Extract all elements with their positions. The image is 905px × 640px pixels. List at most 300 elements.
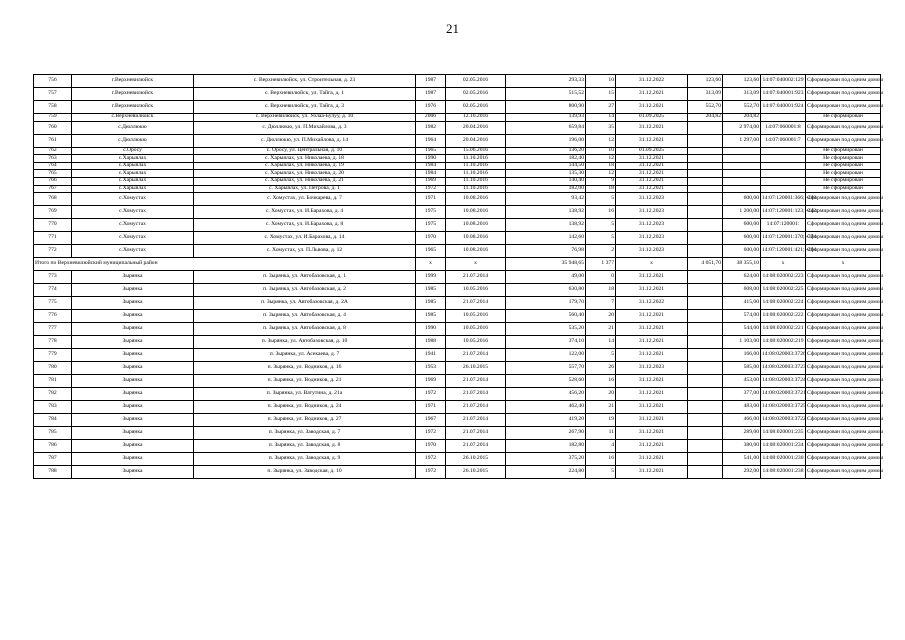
row-number-cell: 767 (34, 185, 72, 193)
cadastral-cell (761, 162, 806, 170)
cadastral-cell (761, 155, 806, 163)
table-row (34, 232, 881, 245)
locality-cell: Зырянка (72, 440, 194, 453)
area-cell: 293,33 (506, 75, 586, 88)
date-cell: 20.04.2016 (446, 121, 506, 134)
table-row (34, 88, 881, 101)
cadastral-cell: 14:08:020001:238 (761, 466, 806, 479)
status-cell: х (806, 258, 881, 271)
year-cell: 1972 (416, 453, 446, 466)
land-area-cell: 313,09 (688, 88, 723, 101)
land-area-total-cell: 289,00 (723, 427, 761, 440)
locality-cell: Зырянка (72, 466, 194, 479)
residents-cell: 12 (586, 155, 616, 163)
residents-cell: 0 (586, 271, 616, 284)
row-number-cell: 759 (34, 114, 72, 122)
table-row (34, 170, 881, 178)
area-cell: 122,00 (506, 349, 586, 362)
date-cell: 10.05.2016 (446, 323, 506, 336)
land-area-cell (688, 310, 723, 323)
status-cell: Сформирован под одним домом (806, 362, 881, 375)
cadastral-cell: 14:07:040002:129 (761, 75, 806, 88)
date-cell: 10.05.2016 (446, 336, 506, 349)
date-cell: 10.08.2016 (446, 219, 506, 232)
land-area-cell (688, 323, 723, 336)
deadline-cell: 31.12.2021 (616, 177, 688, 185)
address-cell: с. Харыялах, ул. Николаева, д. 20 (194, 170, 416, 178)
area-cell: 419,20 (506, 414, 586, 427)
address-cell: с. Харыялах, ул. Николаева, д. 19 (194, 162, 416, 170)
date-cell: 02.05.2016 (446, 101, 506, 114)
residents-cell: 9 (586, 177, 616, 185)
deadline-cell: 31.12.2021 (616, 336, 688, 349)
land-area-total-cell: 608,00 (723, 284, 761, 297)
residents-cell: 18 (586, 185, 616, 193)
residents-cell: 20 (586, 388, 616, 401)
cadastral-cell: 14:07:120001:123; -442; (761, 206, 806, 219)
status-cell: Не сформирован (806, 114, 881, 122)
land-area-cell (688, 177, 723, 185)
deadline-cell: 31.12.2021 (616, 440, 688, 453)
area-cell: 138,92 (506, 219, 586, 232)
year-cell: 1984 (416, 170, 446, 178)
cadastral-cell: 14:08:020003:3721 (761, 388, 806, 401)
address-cell: с. Хомустах, ул. П.Львова, д. 12 (194, 245, 416, 258)
land-area-cell: 123,60 (688, 75, 723, 88)
cadastral-cell: 14:07:120001:366; -410 (761, 193, 806, 206)
cadastral-cell: 14:08:020003:3723 (761, 362, 806, 375)
address-cell: с. Оросу, ул. Центральная, д. 10 (194, 147, 416, 155)
address-cell: с. Харыялах, ул. Петрова, д. 1 (194, 185, 416, 193)
residents-cell: 12 (586, 134, 616, 147)
year-cell: 1982 (416, 121, 446, 134)
date-cell: 10.05.2016 (446, 284, 506, 297)
table-row (34, 323, 881, 336)
table-row (34, 349, 881, 362)
residents-cell: 10 (586, 75, 616, 88)
area-cell: 179,70 (506, 297, 586, 310)
deadline-cell: 31.12.2021 (616, 401, 688, 414)
table-row (34, 297, 881, 310)
year-cell: 1972 (416, 466, 446, 479)
residents-cell: 5 (586, 232, 616, 245)
table-row (34, 362, 881, 375)
cadastral-cell: 14:08:020002:221 (761, 323, 806, 336)
deadline-cell: 31.12.2021 (616, 155, 688, 163)
land-area-total-cell (723, 147, 761, 155)
date-cell: 11.10.2016 (446, 177, 506, 185)
residents-cell: 21 (586, 323, 616, 336)
status-cell: Не сформирован (806, 155, 881, 163)
address-cell: п. Зырянка, ул. Заводская, д. 8 (194, 440, 416, 453)
row-number-cell: 760 (34, 121, 72, 134)
residents-cell: 11 (586, 427, 616, 440)
row-number-cell: 761 (34, 134, 72, 147)
land-area-cell (688, 245, 723, 258)
area-cell: 142,60 (506, 232, 586, 245)
row-number-cell: 771 (34, 232, 72, 245)
status-cell: Сформирован под одним домом (806, 88, 881, 101)
cadastral-cell: 14:08:020002:224 (761, 297, 806, 310)
residents-cell: 5 (586, 466, 616, 479)
locality-cell: с.Хомустах (72, 232, 194, 245)
locality-cell: Зырянка (72, 375, 194, 388)
deadline-cell: 01.09.2025 (616, 147, 688, 155)
date-cell: 15.06.2016 (446, 147, 506, 155)
table-row (34, 185, 881, 193)
deadline-cell: 31.12.2021 (616, 310, 688, 323)
locality-cell: Зырянка (72, 323, 194, 336)
table-row (34, 440, 881, 453)
cadastral-cell (761, 170, 806, 178)
land-area-total-cell: 600,00 (723, 219, 761, 232)
land-area-cell (688, 121, 723, 134)
address-cell: с. Дюллюкю, ул. П.Михайлова, д. 3 (194, 121, 416, 134)
address-cell: с. Верхневилюйск, ул. Уолаа-Булуу, д. 10 (194, 114, 416, 122)
year-cell: 1988 (416, 336, 446, 349)
year-cell: 1985 (416, 284, 446, 297)
status-cell: Сформирован под одним домом (806, 453, 881, 466)
row-number-cell: 784 (34, 414, 72, 427)
table-row (34, 336, 881, 349)
year-cell: 1975 (416, 219, 446, 232)
locality-cell: с.Хомустах (72, 206, 194, 219)
table-row (34, 101, 881, 114)
locality-cell: Зырянка (72, 388, 194, 401)
area-cell: 139,93 (506, 114, 586, 122)
cadastral-cell: 14:08:020003:3722 (761, 414, 806, 427)
deadline-cell: 31.12.2021 (616, 388, 688, 401)
address-cell: п. Зырянка, ул. Водников, д. 21 (194, 375, 416, 388)
area-cell: 93,42 (506, 193, 586, 206)
year-cell: 1965 (416, 147, 446, 155)
address-cell: п. Зырянка, ул. Асекаева, д. 7 (194, 349, 416, 362)
status-cell: Сформирован под одним домом (806, 75, 881, 88)
residents-cell: 2 (586, 245, 616, 258)
cadastral-cell: 14:08:020003:3724 (761, 375, 806, 388)
residents-cell: 5 (586, 349, 616, 362)
land-area-total-cell: 204,82 (723, 114, 761, 122)
area-cell: 462,40 (506, 401, 586, 414)
year-cell: 1965 (416, 245, 446, 258)
row-number-cell: 785 (34, 427, 72, 440)
land-area-total-cell: 585,00 (723, 362, 761, 375)
status-cell: Сформирован под одним домом (806, 101, 881, 114)
deadline-cell: 31.12.2023 (616, 206, 688, 219)
area-cell: 528,60 (506, 375, 586, 388)
status-cell: Сформирован под одним домом (806, 219, 881, 232)
year-cell: 1985 (416, 310, 446, 323)
residents-cell: 21 (586, 401, 616, 414)
residents-cell: 14 (586, 114, 616, 122)
deadline-cell: 31.12.2023 (616, 193, 688, 206)
locality-cell: с.Харыялах (72, 162, 194, 170)
locality-cell: г.Верхневилюйск (72, 75, 194, 88)
table-row (34, 147, 881, 155)
total-label-cell: Итого по Верхневилюйский муниципальный район (34, 258, 416, 271)
deadline-cell: 31.12.2022 (616, 297, 688, 310)
locality-cell: Зырянка (72, 349, 194, 362)
land-area-total-cell: 292,00 (723, 466, 761, 479)
area-cell: 374,10 (506, 336, 586, 349)
table-row (34, 121, 881, 134)
land-area-total-cell (723, 170, 761, 178)
locality-cell: с.Харыялах (72, 185, 194, 193)
table-row (34, 414, 881, 427)
area-cell: 375,20 (506, 453, 586, 466)
row-number-cell: 758 (34, 101, 72, 114)
deadline-cell: 31.12.2021 (616, 284, 688, 297)
status-cell: Не сформирован (806, 177, 881, 185)
land-area-total-cell: 313,09 (723, 88, 761, 101)
address-cell: с. Харыялах, ул. Николаева, д. 21 (194, 177, 416, 185)
deadline-cell: 31.12.2021 (616, 88, 688, 101)
status-cell: Сформирован под одним домом (806, 388, 881, 401)
cadastral-cell: 14:08:020002:225 (761, 284, 806, 297)
locality-cell: Зырянка (72, 453, 194, 466)
row-number-cell: 787 (34, 453, 72, 466)
deadline-cell: 31.12.2021 (616, 323, 688, 336)
land-area-cell (688, 440, 723, 453)
address-cell: п. Зырянка, ул. Заводская, д. 10 (194, 466, 416, 479)
row-number-cell: 783 (34, 401, 72, 414)
status-cell: Сформирован под одним домом (806, 310, 881, 323)
land-area-total-cell: 415,00 (723, 297, 761, 310)
cadastral-cell (761, 177, 806, 185)
area-cell: 140,40 (506, 177, 586, 185)
land-area-cell (688, 185, 723, 193)
year-cell: 1969 (416, 375, 446, 388)
area-cell: 630,80 (506, 284, 586, 297)
status-cell: Сформирован под одним домом (806, 336, 881, 349)
date-cell: 21.07.2014 (446, 388, 506, 401)
locality-cell: Зырянка (72, 414, 194, 427)
year-cell: 1987 (416, 75, 446, 88)
area-cell: 456,20 (506, 388, 586, 401)
address-cell: с. Хомустах, ул. И.Барахова, д. 8 (194, 219, 416, 232)
row-number-cell: 772 (34, 245, 72, 258)
row-number-cell: 782 (34, 388, 72, 401)
residents-cell: 16 (586, 206, 616, 219)
residents-cell: 27 (586, 101, 616, 114)
address-cell: п. Зырянка, ул. Заводская, д. 7 (194, 427, 416, 440)
date-cell: 21.07.2014 (446, 375, 506, 388)
status-cell: Сформирован под одним домом (806, 245, 881, 258)
year-cell: 1969 (416, 177, 446, 185)
date-cell: 11.10.2016 (446, 170, 506, 178)
cadastral-cell: 14:07:120001:370; -374 (761, 232, 806, 245)
land-area-cell (688, 414, 723, 427)
locality-cell: Зырянка (72, 401, 194, 414)
land-area-cell: 4 051,70 (688, 258, 723, 271)
cadastral-cell: 14:07:120001: (761, 219, 806, 232)
row-number-cell: 757 (34, 88, 72, 101)
locality-cell: Зырянка (72, 336, 194, 349)
table-body (34, 75, 884, 479)
locality-cell: с.Хомустах (72, 219, 194, 232)
address-cell: п. Зырянка, ул. Ватутина, д. 21а (194, 388, 416, 401)
status-cell: Не сформирован (806, 185, 881, 193)
row-number-cell: 762 (34, 147, 72, 155)
locality-cell: с.Хомустах (72, 245, 194, 258)
year-cell: 1970 (416, 232, 446, 245)
table-total-row (34, 258, 881, 271)
land-area-total-cell: 574,00 (723, 310, 761, 323)
row-number-cell: 770 (34, 219, 72, 232)
deadline-cell: 31.12.2021 (616, 427, 688, 440)
locality-cell: с.Харыялах (72, 155, 194, 163)
date-cell: 11.10.2016 (446, 185, 506, 193)
land-area-total-cell: 1 103,00 (723, 336, 761, 349)
land-area-total-cell: 552,70 (723, 101, 761, 114)
page-number: 21 (446, 21, 459, 36)
locality-cell: Зырянка (72, 362, 194, 375)
year-cell: 1972 (416, 427, 446, 440)
address-cell: п. Зырянка, ул. Автобазовская, д. 4 (194, 310, 416, 323)
address-cell: п. Зырянка, ул. Водников, д. 16 (194, 362, 416, 375)
date-cell: 02.05.2016 (446, 75, 506, 88)
year-cell: 1972 (416, 388, 446, 401)
residents-cell: 7 (586, 297, 616, 310)
locality-cell: с.Дюллюкю (72, 121, 194, 134)
locality-cell: с.Верхневилюйск (72, 114, 194, 122)
deadline-cell: 31.12.2021 (616, 453, 688, 466)
address-cell: с. Хомустах, ул. И.Барахова, д. 4 (194, 206, 416, 219)
residents-cell: 14 (586, 336, 616, 349)
locality-cell: с.Харыялах (72, 177, 194, 185)
deadline-cell: 31.12.2021 (616, 414, 688, 427)
date-cell: 10.05.2016 (446, 310, 506, 323)
land-area-cell (688, 388, 723, 401)
land-area-total-cell: 624,00 (723, 271, 761, 284)
table-row (34, 193, 881, 206)
date-cell: 21.07.2014 (446, 427, 506, 440)
status-cell: Не сформирован (806, 147, 881, 155)
row-number-cell: 765 (34, 170, 72, 178)
land-area-cell (688, 271, 723, 284)
year-cell: 1971 (416, 401, 446, 414)
area-cell: 196,00 (506, 134, 586, 147)
deadline-cell: 31.12.2021 (616, 162, 688, 170)
year-cell: 1975 (416, 206, 446, 219)
locality-cell: г.Верхневилюйск (72, 101, 194, 114)
area-cell: 515,52 (506, 88, 586, 101)
date-cell: 10.08.2016 (446, 245, 506, 258)
year-cell: 1967 (416, 414, 446, 427)
date-cell: 10.08.2016 (446, 193, 506, 206)
date-cell: 11.10.2016 (446, 162, 506, 170)
area-cell: 144,50 (506, 162, 586, 170)
land-area-total-cell: 600,00 (723, 245, 761, 258)
row-number-cell: 769 (34, 206, 72, 219)
status-cell: Не сформирован (806, 162, 881, 170)
status-cell: Сформирован под одним домом (806, 121, 881, 134)
table-row (34, 245, 881, 258)
residents-cell: 16 (586, 453, 616, 466)
area-cell: 136,20 (506, 147, 586, 155)
status-cell: Сформирован под одним домом (806, 466, 881, 479)
year-cell: 2006 (416, 114, 446, 122)
address-cell: п. Зырянка, ул. Автобазовская, д. 10 (194, 336, 416, 349)
cadastral-cell: 14:07:120001:421; -404 (761, 245, 806, 258)
row-number-cell: 756 (34, 75, 72, 88)
cadastral-cell: 14:07:040001:923 (761, 88, 806, 101)
table-row (34, 219, 881, 232)
land-area-total-cell: 600,00 (723, 193, 761, 206)
year-cell: 1990 (416, 323, 446, 336)
row-number-cell: 775 (34, 297, 72, 310)
address-cell: с. Верхневилюйск, ул. Тайга, д. 1 (194, 88, 416, 101)
deadline-cell: 31.12.2021 (616, 466, 688, 479)
land-area-cell (688, 206, 723, 219)
land-area-cell (688, 349, 723, 362)
residents-cell: 5 (586, 219, 616, 232)
locality-cell: Зырянка (72, 427, 194, 440)
residents-cell: 18 (586, 284, 616, 297)
land-area-total-cell: 600,00 (723, 232, 761, 245)
table-row (34, 155, 881, 163)
residents-cell: 12 (586, 170, 616, 178)
area-cell: 224,80 (506, 466, 586, 479)
area-cell: 182,80 (506, 440, 586, 453)
address-cell: с. Дюллюкю, ул. П.Михайлова, д. 14 (194, 134, 416, 147)
address-cell: п. Зырянка, ул. Заводская, д. 9 (194, 453, 416, 466)
address-cell: п. Зырянка, ул. Автобазовская, д. 8 (194, 323, 416, 336)
row-number-cell: 766 (34, 177, 72, 185)
status-cell: Сформирован под одним домом (806, 232, 881, 245)
land-area-cell (688, 362, 723, 375)
deadline-cell: 31.12.2021 (616, 121, 688, 134)
area-cell: 535,20 (506, 323, 586, 336)
row-number-cell: 774 (34, 284, 72, 297)
date-cell: 26.10.2015 (446, 453, 506, 466)
land-area-total-cell: 453,00 (723, 375, 761, 388)
table-row (34, 388, 881, 401)
address-cell: с. Хомустах, ул. Бочкарева, д. 7 (194, 193, 416, 206)
table-row (34, 162, 881, 170)
status-cell: Сформирован под одним домом (806, 284, 881, 297)
area-cell: 182,40 (506, 155, 586, 163)
row-number-cell: 786 (34, 440, 72, 453)
residents-cell: 26 (586, 362, 616, 375)
deadline-cell: х (616, 258, 688, 271)
year-cell: 1990 (416, 155, 446, 163)
status-cell: Сформирован под одним домом (806, 427, 881, 440)
cadastral-cell: 14:08:020002:219 (761, 336, 806, 349)
table-row (34, 271, 881, 284)
row-number-cell: 768 (34, 193, 72, 206)
cadastral-cell: 14:07:060001:8 (761, 121, 806, 134)
locality-cell: Зырянка (72, 271, 194, 284)
land-area-total-cell (723, 155, 761, 163)
year-cell: 1984 (416, 162, 446, 170)
cadastral-cell: 14:07:040001:924 (761, 101, 806, 114)
date-cell: 21.07.2014 (446, 349, 506, 362)
residents-cell: 10 (586, 147, 616, 155)
land-area-cell (688, 336, 723, 349)
address-cell: п. Зырянка, ул. Автобазовская, д. 1 (194, 271, 416, 284)
land-area-cell (688, 193, 723, 206)
land-area-cell (688, 170, 723, 178)
land-area-total-cell: 541,00 (723, 453, 761, 466)
land-area-cell: 204,82 (688, 114, 723, 122)
land-area-cell (688, 162, 723, 170)
table-row (34, 75, 881, 88)
land-area-total-cell (723, 162, 761, 170)
area-cell: 138,92 (506, 206, 586, 219)
residents-cell: 19 (586, 414, 616, 427)
row-number-cell: 778 (34, 336, 72, 349)
